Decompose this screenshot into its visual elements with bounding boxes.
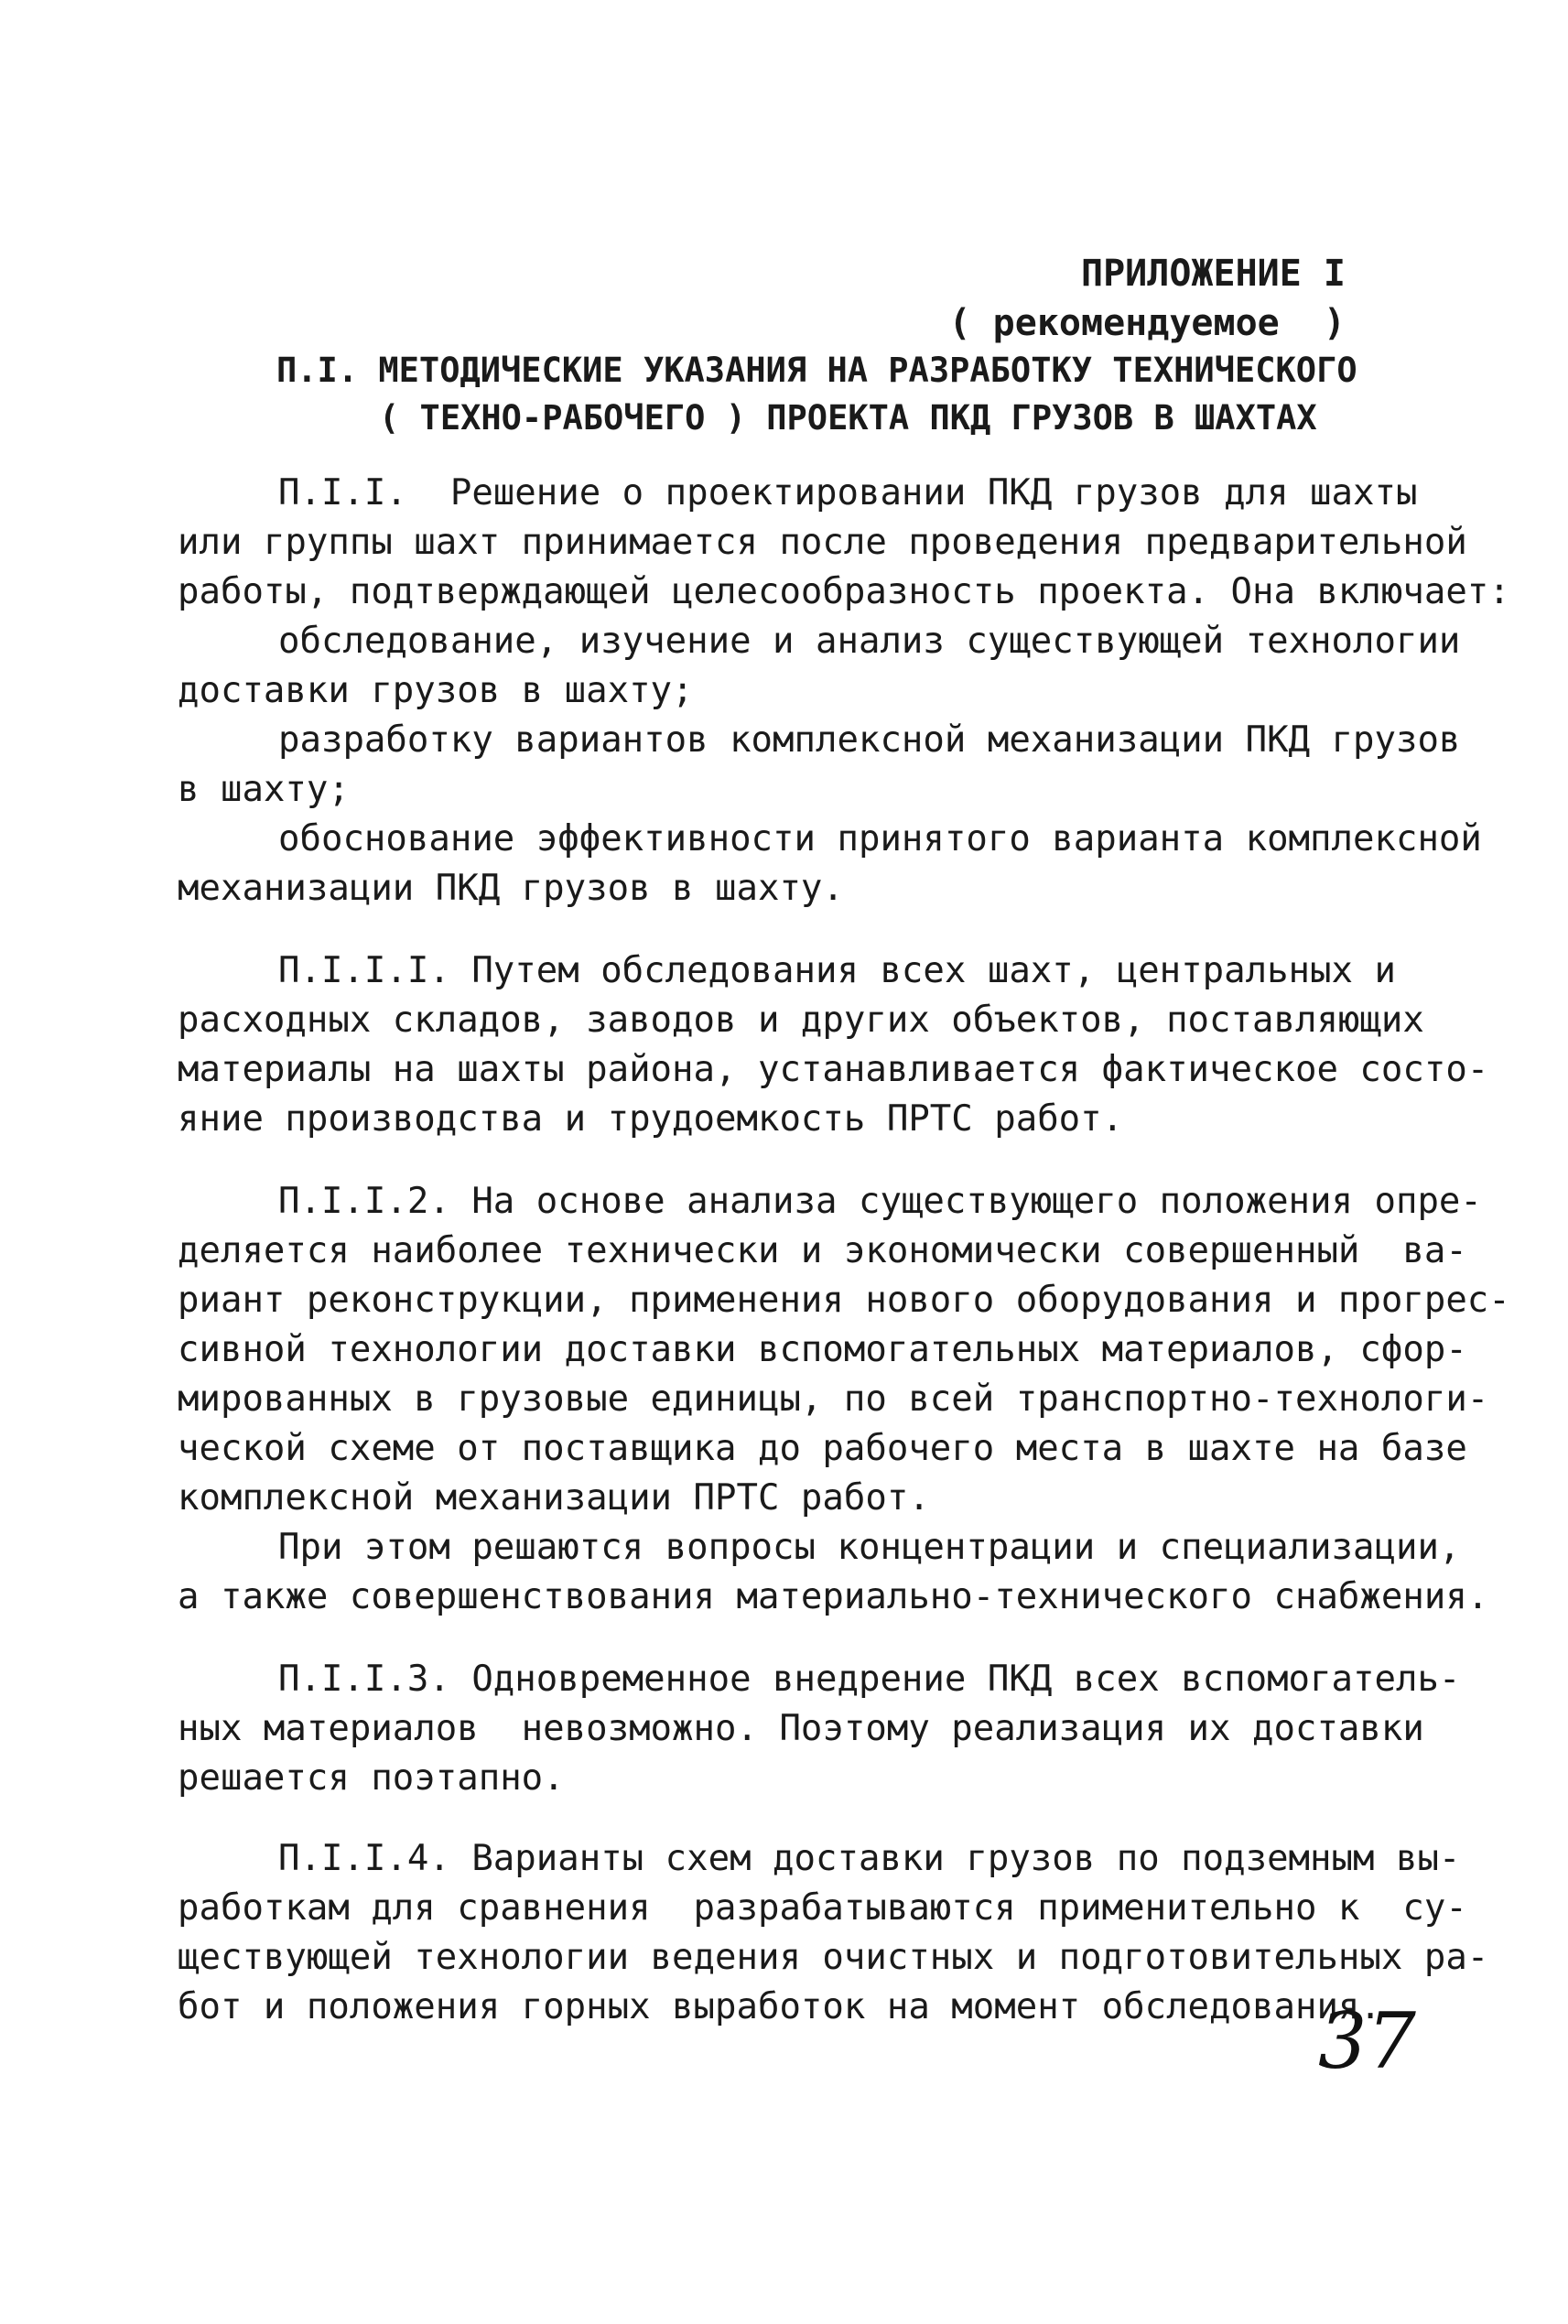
- body-line: или группы шахт принимается после проведения предварительной: [178, 522, 1467, 563]
- body-line: работкам для сравнения разрабатываются применительно к су-: [178, 1887, 1467, 1929]
- body-line: комплексной механизации ПРТС работ.: [178, 1477, 930, 1519]
- body-line: ществующей технологии ведения очистных и подготовительных ра-: [178, 1937, 1489, 1978]
- body-line: П.I.I.I. Путем обследования всех шахт, центральных и: [278, 950, 1396, 991]
- body-line: в шахту;: [178, 769, 350, 810]
- body-line: бот и положения горных выработок на момент обследования.: [178, 1986, 1381, 2027]
- body-line: доставки грузов в шахту;: [178, 670, 694, 711]
- body-line: механизации ПКД грузов в шахту.: [178, 868, 844, 909]
- body-line: а также совершенствования материально-технического снабжения.: [178, 1576, 1489, 1617]
- body-line: разработку вариантов комплексной механизации ПКД грузов: [278, 719, 1461, 761]
- body-line: П.I.I.3. Одновременное внедрение ПКД всех вспомогатель-: [278, 1659, 1461, 1700]
- section-title-line-1: П.I. МЕТОДИЧЕСКИЕ УКАЗАНИЯ НА РАЗРАБОТКУ ТЕХНИЧЕСКОГО: [276, 351, 1357, 390]
- body-line: яние производства и трудоемкость ПРТС работ.: [178, 1098, 1124, 1140]
- appendix-label: ПРИЛОЖЕНИЕ I: [1081, 253, 1346, 295]
- recommended-label: ( рекомендуемое ): [948, 302, 1346, 344]
- page-number: 37: [1318, 1996, 1416, 2086]
- body-line: решается поэтапно.: [178, 1757, 565, 1799]
- body-line: работы, подтверждающей целесообразность проекта. Она включает:: [178, 571, 1510, 612]
- body-line: П.I.I.2. На основе анализа существующего положения опре-: [278, 1181, 1482, 1222]
- body-line: П.I.I. Решение о проектировании ПКД грузов для шахты: [278, 472, 1418, 513]
- body-line: ческой схеме от поставщика до рабочего места в шахте на базе: [178, 1428, 1467, 1469]
- body-line: обоснование эффективности принятого варианта комплексной: [278, 818, 1482, 859]
- body-line: риант реконструкции, применения нового оборудования и прогрес-: [178, 1280, 1510, 1321]
- section-title-line-2: ( ТЕХНО-РАБОЧЕГО ) ПРОЕКТА ПКД ГРУЗОВ В ШАХТАХ: [379, 398, 1317, 438]
- body-line: сивной технологии доставки вспомогательных материалов, сфор-: [178, 1329, 1467, 1370]
- body-line: При этом решаются вопросы концентрации и специализации,: [278, 1527, 1461, 1568]
- body-line: П.I.I.4. Варианты схем доставки грузов по подземным вы-: [278, 1838, 1461, 1879]
- body-line: материалы на шахты района, устанавливается фактическое состо-: [178, 1049, 1489, 1090]
- body-line: расходных складов, заводов и других объектов, поставляющих: [178, 1000, 1424, 1041]
- body-line: обследование, изучение и анализ существующей технологии: [278, 621, 1461, 662]
- body-line: ных материалов невозможно. Поэтому реализация их доставки: [178, 1708, 1424, 1749]
- body-line: деляется наиболее технически и экономически совершенный ва-: [178, 1230, 1467, 1271]
- body-line: мированных в грузовые единицы, по всей транспортно-технологи-: [178, 1378, 1489, 1420]
